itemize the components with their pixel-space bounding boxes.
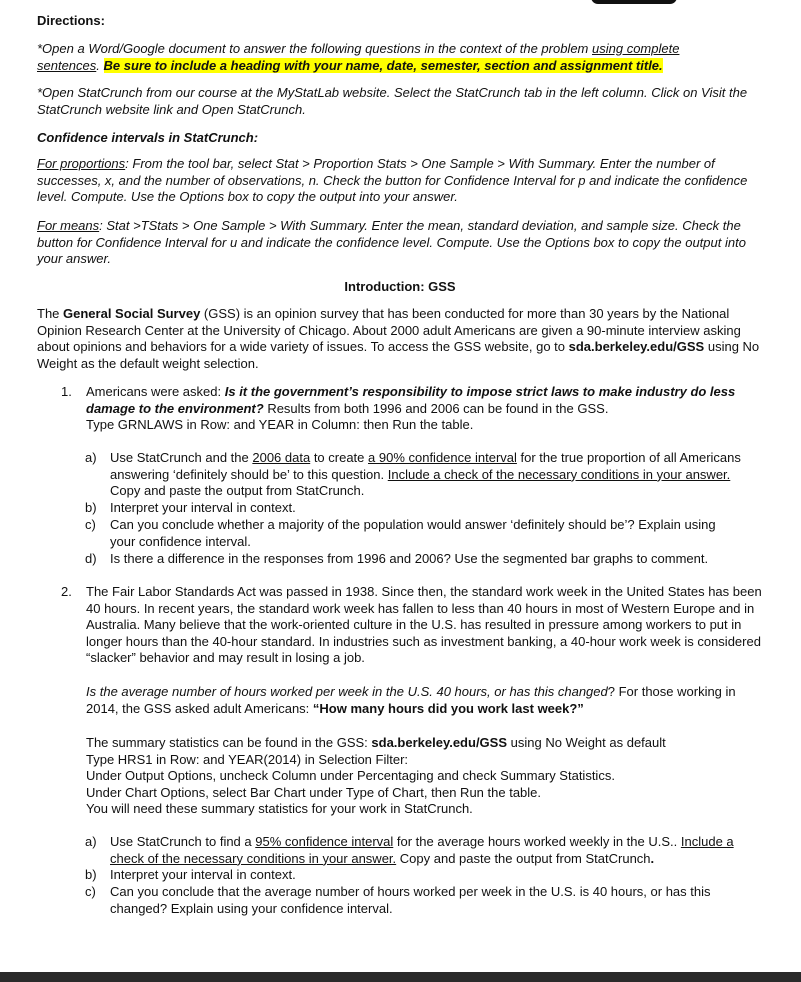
question-1c: c) Can you conclude whether a majority of the population would answer ‘definitely should be’? Explain using your confidence interval. — [85, 517, 716, 549]
question-2-paragraph-2: Is the average number of hours worked per week in the U.S. 40 hours, or has this changed? For those working in 2014, the GSS asked adult Americans: “How many hours did you work last week?” — [86, 684, 736, 716]
question-1a: a) Use StatCrunch and the 2006 data to create a 90% confidence interval for the true proportion of all Americans answering ‘definitely should be’ to this question. Include a check of the necessary conditions in your answer. Copy and paste the output from StatCrunch. — [85, 450, 741, 499]
ci-heading: Confidence intervals in StatCrunch: — [37, 130, 259, 145]
means-paragraph: For means: Stat >TStats > One Sample > With Summary. Enter the mean, standard deviation, and sample size. Check the button for Confidence Interval for u and indicate the confidence level. Compute. Use the Options box to copy the output into your answer. — [37, 218, 746, 267]
question-1: 1. Americans were asked: Is it the government’s responsibility to impose strict laws to make industry do less damage to the environment? Results from both 1996 and 2006 can be found in the GSS. Type GRNLAWS in Row: and YEAR in Column: then Run the table. — [61, 384, 736, 433]
question-2b: b) Interpret your interval in context. — [85, 867, 296, 882]
directions-paragraph-2: *Open StatCrunch from our course at the MyStatLab website. Select the StatCrunch tab in the left column. Click on Visit the StatCrunch website link and Open StatCrunch. — [37, 85, 748, 117]
intro-heading: Introduction: GSS — [344, 279, 456, 294]
question-2: 2. The Fair Labor Standards Act was passed in 1938. Since then, the standard work week in the United States has been 40 hours. In recent years, the standard work week has fallen to less than 40 hours in most of Western Europe and in Australia. Many believe that the work-oriented culture in the U.S. has resulted in pressure among workers to put in longer hours than the 40-hour standard. In industries such as investment banking, a 40-hour work week is considered “slacker” behavior and may result in losing a job. — [61, 584, 762, 666]
question-2-paragraph-3: The summary statistics can be found in the GSS: sda.berkeley.edu/GSS using No Weight as default Type HRS1 in Row: and YEAR(2014) in Selection Filter: Under Output Options, uncheck Column under Percentaging and check Summary Statistics. Under Chart Options, select Bar Chart under Type of Chart, then Run the table. You will need these summary statistics for your work in StatCrunch. — [86, 735, 666, 817]
question-1b: b) Interpret your interval in context. — [85, 500, 296, 515]
proportions-paragraph: For proportions: From the tool bar, select Stat > Proportion Stats > One Sample > With Summary. Enter the number of successes, x, and the number of observations, n. Check the button for Confidence Interval for p and indicate the confidence level. Compute. Use the Options box to copy the output into your answer. — [37, 156, 748, 205]
intro-paragraph: The General Social Survey (GSS) is an opinion survey that has been conducted for more than 30 years by the National Opinion Research Center at the University of Chicago. About 2000 adult Americans are given a 90-minute interview asking about opinions and behaviors for a wide variety of issues. To access the GSS website, go to sda.berkeley.edu/GSS using No Weight as the default weight selection. — [37, 306, 760, 371]
directions-paragraph-1: *Open a Word/Google document to answer the following questions in the context of the problem using complete sentences. Be sure to include a heading with your name, date, semester, section and assignment title. — [37, 41, 680, 73]
bottom-bar — [0, 972, 801, 982]
directions-heading: Directions: — [37, 13, 105, 28]
top-edge-shape — [591, 0, 677, 4]
question-2c: c) Can you conclude that the average number of hours worked per week in the U.S. is 40 hours, or has this changed? Explain using your confidence interval. — [85, 884, 711, 916]
highlighted-instruction: Be sure to include a heading with your name, date, semester, section and assignment title. — [103, 57, 663, 73]
question-2a: a) Use StatCrunch to find a 95% confidence interval for the average hours worked weekly in the U.S.. Include a check of the necessary conditions in your answer. Copy and paste the output from StatCrunch. — [85, 834, 734, 866]
question-1d: d) Is there a difference in the responses from 1996 and 2006? Use the segmented bar graphs to comment. — [85, 551, 709, 566]
